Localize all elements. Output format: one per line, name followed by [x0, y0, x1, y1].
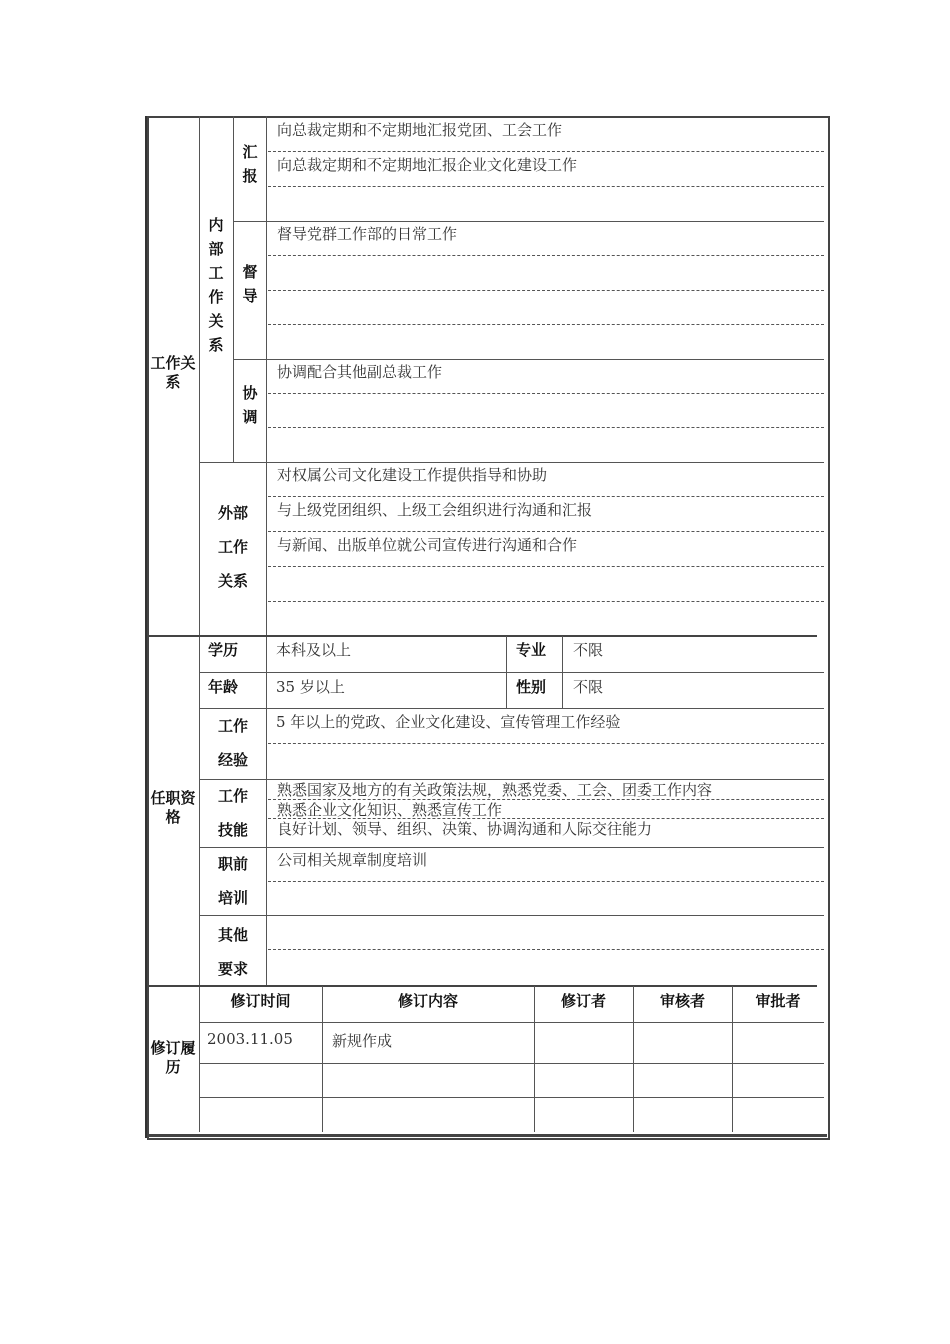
report-label: 汇报	[242, 143, 258, 185]
experience-label: 工作 经验	[217, 717, 248, 769]
coordinate-label: 协调	[242, 384, 258, 426]
external-relations-label: 外部 工作 关系	[217, 504, 248, 590]
skills-item: 良好计划、领导、组织、决策、协调沟通和人际交往能力	[277, 820, 653, 838]
education-value: 本科及以上	[276, 641, 352, 659]
skills-item: 熟悉企业文化知识、熟悉宣传工作	[277, 801, 503, 819]
age-label: 年龄	[208, 678, 239, 696]
revision-header-reviser: 修订者	[560, 992, 606, 1010]
revision-history-label: 修订履历	[150, 1039, 196, 1076]
internal-relations-label: 内部工作关系	[208, 216, 224, 354]
coordinate-item: 协调配合其他副总裁工作	[277, 363, 443, 381]
gender-label: 性别	[516, 678, 547, 696]
revision-header-time: 修订时间	[230, 992, 291, 1010]
revision-cell-content: 新规作成	[332, 1032, 393, 1050]
revision-header-reviewer: 审核者	[659, 992, 705, 1010]
external-item: 与新闻、出版单位就公司宣传进行沟通和合作	[277, 536, 578, 554]
revision-header-approver: 审批者	[755, 992, 801, 1010]
report-item: 向总裁定期和不定期地汇报党团、工会工作	[277, 121, 563, 139]
age-value: 35 岁以上	[276, 678, 345, 696]
gender-value: 不限	[573, 678, 604, 696]
major-label: 专业	[516, 641, 547, 659]
external-item: 对权属公司文化建设工作提供指导和协助	[277, 466, 548, 484]
supervise-item: 督导党群工作部的日常工作	[277, 225, 458, 243]
training-label: 职前 培训	[217, 855, 248, 907]
experience-item: 5 年以上的党政、企业文化建设、宣传管理工作经验	[276, 713, 621, 731]
supervise-label: 督导	[242, 263, 258, 305]
external-item: 与上级党团组织、上级工会组织进行沟通和汇报	[277, 501, 593, 519]
qualifications-label: 任职资格	[150, 789, 196, 826]
revision-header-content: 修订内容	[397, 992, 458, 1010]
report-item: 向总裁定期和不定期地汇报企业文化建设工作	[277, 156, 578, 174]
skills-label: 工作 技能	[217, 787, 248, 839]
work-relations-label: 工作关系	[150, 354, 196, 391]
education-label: 学历	[208, 641, 239, 659]
training-item: 公司相关规章制度培训	[277, 851, 428, 869]
skills-item: 熟悉国家及地方的有关政策法规，熟悉党委、工会、团委工作内容	[277, 781, 713, 799]
revision-cell-date: 2003.11.05	[207, 1030, 293, 1048]
major-value: 不限	[573, 641, 604, 659]
other-requirements-label: 其他 要求	[217, 926, 248, 978]
